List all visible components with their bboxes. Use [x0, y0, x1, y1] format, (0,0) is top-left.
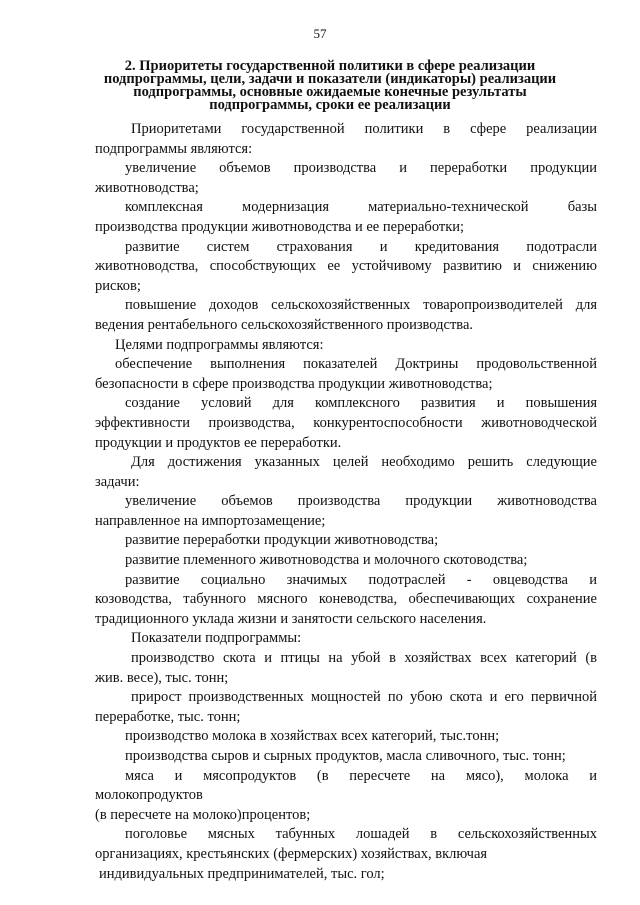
text-line: эффективности производства, конкурентоспособности животноводческой: [95, 414, 597, 431]
list-item: [95, 767, 597, 806]
text-line: развитие социально значимых подотраслей - овцеводства и: [125, 571, 597, 588]
heading-line: подпрограммы, сроки ее реализации: [209, 97, 451, 113]
list-item: [95, 825, 597, 864]
text-line: направленное на импортозамещение;: [95, 512, 326, 529]
text-line: безопасности в сфере производства продукции животноводства;: [95, 375, 493, 392]
list-item: [95, 198, 597, 237]
list-item: [95, 571, 597, 630]
list-item: [95, 551, 597, 571]
text-line: развитие систем страхования и кредитования подотрасли: [125, 238, 597, 255]
text-line: производства продукции животноводства и ее переработки;: [95, 218, 465, 235]
list-item: [95, 238, 597, 297]
list-item: [95, 355, 597, 394]
section-heading: [100, 60, 560, 112]
text-line: Приоритетами государственной политики в сфере реализации: [131, 121, 597, 137]
page-number: 57: [313, 26, 327, 41]
list-item: [95, 806, 597, 826]
list-item: [95, 394, 597, 453]
list-item: [95, 159, 597, 198]
text-line: прирост производственных мощностей по убою скота и его первичной: [131, 689, 597, 706]
text-line: козоводства, табунного мясного коневодства, обеспечивающих сохранение: [95, 591, 597, 608]
list-item: [95, 688, 597, 727]
text-line: подпрограммы являются:: [95, 140, 253, 157]
text-line: комплексная модернизация материально-технической базы: [125, 199, 597, 216]
paragraph-indicators-intro: [95, 629, 597, 649]
text-line: индивидуальных предпринимателей, тыс. гол;: [99, 865, 385, 882]
text-line: организациях, крестьянских (фермерских) хозяйствах, включая: [95, 845, 488, 862]
text-line: увеличение объемов производства и переработки продукции: [125, 160, 597, 177]
heading-line: подпрограммы, основные ожидаемые конечные результаты: [133, 84, 527, 100]
text-line: обеспечение выполнения показателей Доктрины продовольственной: [115, 356, 597, 373]
text-line: повышение доходов сельскохозяйственных товаропроизводителей для: [125, 297, 597, 314]
list-item: [95, 492, 597, 531]
list-item: [95, 649, 597, 688]
body-text: [95, 120, 597, 884]
text-line: поголовье мясных табунных лошадей в сельскохозяйственных: [125, 826, 597, 843]
list-item: [95, 531, 597, 551]
text-line: производство молока в хозяйствах всех категорий, тыс.тонн;: [125, 728, 500, 745]
text-line: развитие племенного животноводства и молочного скотоводства;: [125, 552, 528, 569]
paragraph-tasks-intro: [95, 453, 597, 492]
text-line: жив. весе), тыс. тонн;: [95, 669, 229, 686]
text-line: Целями подпрограммы являются:: [115, 336, 324, 353]
text-line: производство скота и птицы на убой в хозяйствах всех категорий (в: [131, 650, 597, 667]
text-line: увеличение объемов производства продукции животноводства: [125, 493, 597, 510]
text-line: рисков;: [95, 277, 141, 294]
paragraph-goals-intro: [95, 336, 597, 356]
text-line: традиционного уклада жизни и занятости сельского населения.: [95, 610, 487, 627]
heading-line: подпрограммы, цели, задачи и показатели (индикаторы) реализации: [103, 71, 557, 87]
list-item: [95, 747, 597, 767]
text-line: (в пересчете на молоко)процентов;: [95, 806, 311, 823]
list-item: [95, 727, 597, 747]
heading-line: 2. Приоритеты государственной политики в сфере реализации: [124, 58, 536, 74]
text-line: задачи:: [95, 473, 140, 490]
paragraph-priorities-intro: [95, 120, 597, 159]
text-line: животноводства;: [95, 179, 199, 196]
list-item: [95, 296, 597, 335]
list-item: [95, 865, 597, 885]
text-line: мяса и мясопродуктов (в пересчете на мясо), молока и: [125, 767, 597, 784]
text-line: ведения рентабельного сельскохозяйственного производства.: [95, 316, 473, 333]
text-line: продукции и продуктов ее переработки.: [95, 434, 342, 451]
text-line: молокопродуктов: [95, 787, 203, 804]
text-line: Для достижения указанных целей необходимо решить следующие: [131, 454, 597, 471]
text-line: производства сыров и сырных продуктов, масла сливочного, тыс. тонн;: [125, 748, 566, 764]
text-line: животноводства, способствующих ее устойчивому развитию и снижению: [95, 258, 597, 275]
text-line: Показатели подпрограммы:: [131, 630, 302, 647]
text-line: создание условий для комплексного развития и повышения: [125, 395, 597, 412]
text-line: переработке, тыс. тонн;: [95, 708, 241, 725]
text-line: развитие переработки продукции животноводства;: [125, 532, 439, 549]
